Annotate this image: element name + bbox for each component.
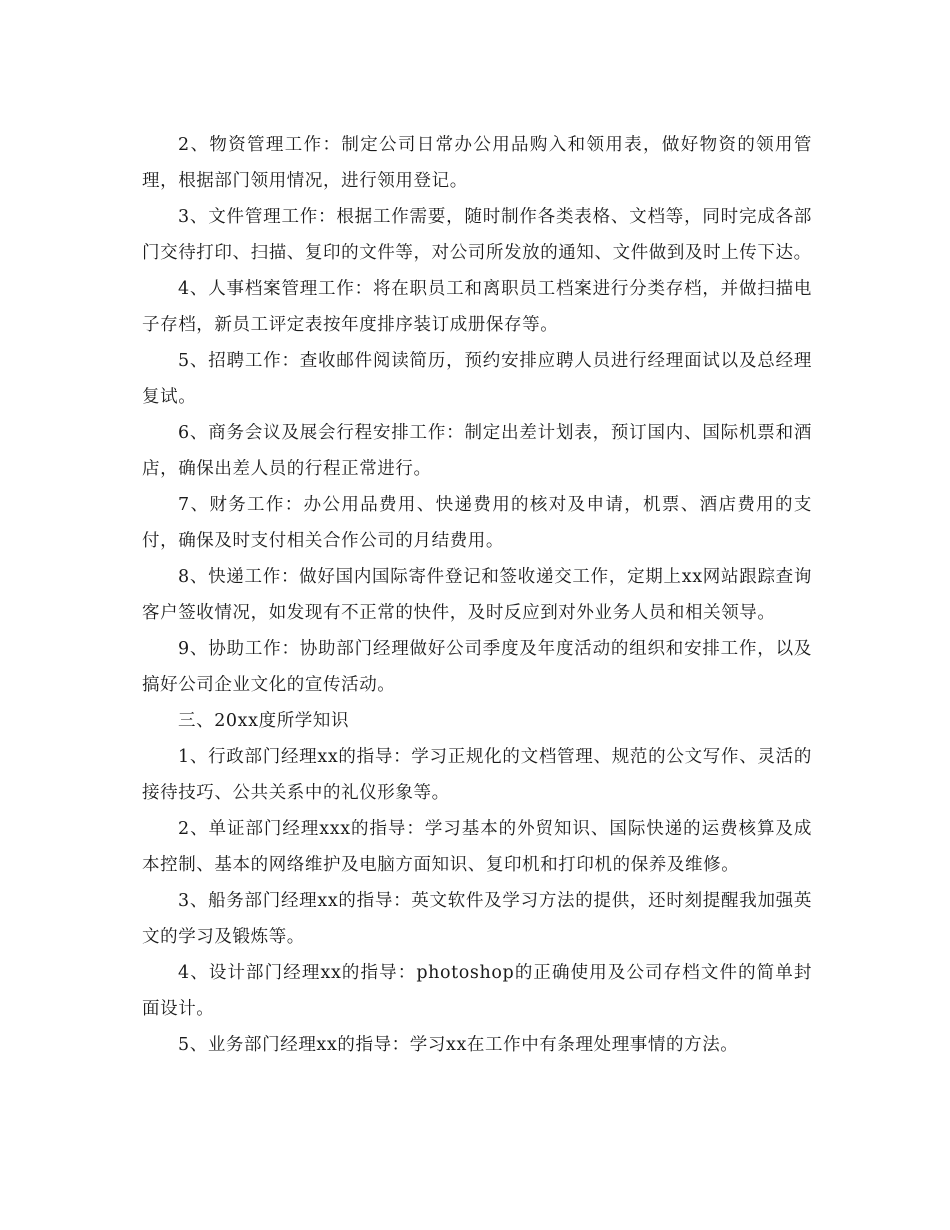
- paragraph-finance: 7、财务工作：办公用品费用、快递费用的核对及申请，机票、酒店费用的支付，确保及时支付相关合作公司的月结费用。: [142, 495, 812, 551]
- paragraph-recruitment: 5、招聘工作：查收邮件阅读简历，预约安排应聘人员进行经理面试以及总经理复试。: [142, 351, 812, 407]
- paragraph-supplies-management: 2、物资管理工作：制定公司日常办公用品购入和领用表，做好物资的领用管理，根据部门领用情况，进行领用登记。: [142, 135, 812, 191]
- paragraph-file-management: 3、文件管理工作：根据工作需要，随时制作各类表格、文档等，同时完成各部门交待打印、扫描、复印的文件等，对公司所发放的通知、文件做到及时上传下达。: [142, 207, 812, 263]
- paragraph-documents-guidance: 2、单证部门经理xxx的指导：学习基本的外贸知识、国际快递的运费核算及成本控制、基本的网络维护及电脑方面知识、复印机和打印机的保养及维修。: [142, 819, 812, 875]
- paragraph-business-travel: 6、商务会议及展会行程安排工作：制定出差计划表，预订国内、国际机票和酒店，确保出差人员的行程正常进行。: [142, 423, 812, 479]
- paragraph-personnel-archives: 4、人事档案管理工作：将在职员工和离职员工档案进行分类存档，并做扫描电子存档，新员工评定表按年度排序装订成册保存等。: [142, 279, 812, 335]
- paragraph-design-guidance: 4、设计部门经理xx的指导：photoshop的正确使用及公司存档文件的简单封面设计。: [142, 963, 812, 1019]
- document-body: [142, 127, 812, 1063]
- paragraph-sales-guidance: 5、业务部门经理xx的指导：学习xx在工作中有条理处理事情的方法。: [178, 1035, 739, 1055]
- section-heading-knowledge: 三、20xx度所学知识: [178, 711, 350, 731]
- paragraph-admin-guidance: 1、行政部门经理xx的指导：学习正规化的文档管理、规范的公文写作、灵活的接待技巧、公共关系中的礼仪形象等。: [142, 747, 812, 803]
- paragraph-shipping-guidance: 3、船务部门经理xx的指导：英文软件及学习方法的提供，还时刻提醒我加强英文的学习及锻炼等。: [142, 891, 812, 947]
- paragraph-courier: 8、快递工作：做好国内国际寄件登记和签收递交工作，定期上xx网站跟踪查询客户签收情况，如发现有不正常的快件，及时反应到对外业务人员和相关领导。: [142, 567, 812, 623]
- paragraph-assistance: 9、协助工作：协助部门经理做好公司季度及年度活动的组织和安排工作，以及搞好公司企业文化的宣传活动。: [142, 639, 812, 695]
